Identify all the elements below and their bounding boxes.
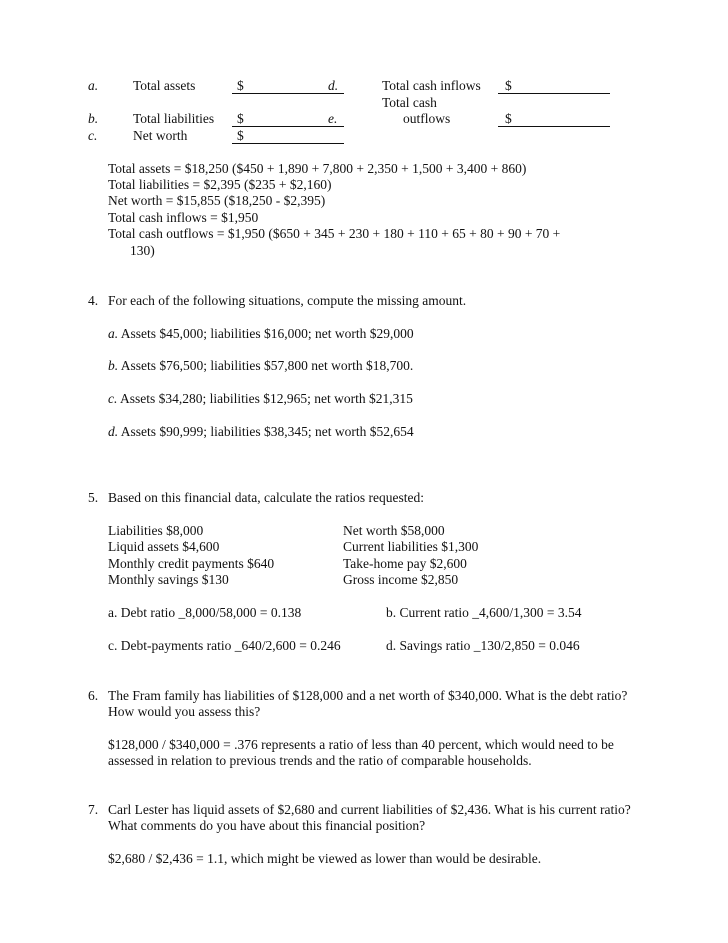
total-cash-outflows-dollar: $ — [505, 111, 512, 126]
total-cash-inflows-dollar: $ — [505, 78, 512, 93]
answer-text: $2,680 / $2,436 = 1.1, which might be viewed as lower than would be desirable. — [108, 851, 542, 866]
answer-line: Net worth = $15,855 ($18,250 - $2,395) — [108, 193, 326, 208]
data-right-item: Current liabilities $1,300 — [343, 539, 479, 554]
total-liabilities-label: Total liabilities — [133, 111, 215, 126]
debt-payments-ratio-answer: c. Debt-payments ratio _640/2,600 = 0.246 — [108, 638, 341, 653]
total-cash-outflows-blank[interactable] — [498, 126, 610, 127]
total-cash-inflows-label: Total cash inflows — [382, 78, 481, 93]
total-cash-inflows-blank[interactable] — [498, 93, 610, 94]
list-item: a. Assets $45,000; liabilities $16,000; net worth $29,000 — [108, 326, 414, 341]
answer-text: $128,000 / $340,000 = .376 represents a ratio of less than 40 percent, which would need to be — [108, 737, 614, 752]
answer-line: Total assets = $18,250 ($450 + 1,890 + 7,800 + 2,350 + 1,500 + 3,400 + 860) — [108, 161, 527, 176]
current-ratio-answer: b. Current ratio _4,600/1,300 = 3.54 — [386, 605, 582, 620]
list-item: b. Assets $76,500; liabilities $57,800 net worth $18,700. — [108, 358, 414, 373]
answer-line: Total liabilities = $2,395 ($235 + $2,160) — [108, 177, 332, 192]
data-right-item: Take-home pay $2,600 — [343, 556, 467, 571]
total-cash-outflows-label-line1: Total cash — [382, 95, 437, 110]
question-text: How would you assess this? — [108, 704, 261, 719]
data-left-item: Liabilities $8,000 — [108, 523, 204, 538]
question-text: What comments do you have about this financial position? — [108, 818, 426, 833]
list-item: c. Assets $34,280; liabilities $12,965; net worth $21,315 — [108, 391, 413, 406]
data-left-item: Monthly credit payments $640 — [108, 556, 275, 571]
debt-ratio-answer: a. Debt ratio _8,000/58,000 = 0.138 — [108, 605, 302, 620]
question-text: For each of the following situations, compute the missing amount. — [108, 293, 467, 308]
savings-ratio-answer: d. Savings ratio _130/2,850 = 0.046 — [386, 638, 580, 653]
item-d-letter: d. — [328, 78, 339, 93]
data-right-item: Gross income $2,850 — [343, 572, 459, 587]
item-e-letter: e. — [328, 111, 338, 126]
data-left-item: Monthly savings $130 — [108, 572, 229, 587]
total-liabilities-dollar: $ — [237, 111, 244, 126]
data-left-item: Liquid assets $4,600 — [108, 539, 220, 554]
question-number: 4. — [88, 293, 99, 308]
question-text: Carl Lester has liquid assets of $2,680 and current liabilities of $2,436. What is his current ratio? — [108, 802, 631, 817]
item-a-letter: a. — [88, 78, 99, 93]
item-c-letter: c. — [88, 128, 98, 143]
question-text: Based on this financial data, calculate the ratios requested: — [108, 490, 425, 505]
list-item: d. Assets $90,999; liabilities $38,345; net worth $52,654 — [108, 424, 414, 439]
net-worth-blank[interactable] — [232, 143, 344, 144]
answer-line: Total cash inflows = $1,950 — [108, 210, 259, 225]
total-assets-dollar: $ — [237, 78, 244, 93]
question-number: 6. — [88, 688, 99, 703]
question-text: The Fram family has liabilities of $128,000 and a net worth of $340,000. What is the debt ratio? — [108, 688, 628, 703]
net-worth-dollar: $ — [237, 128, 244, 143]
answer-line: Total cash outflows = $1,950 ($650 + 345 + 230 + 180 + 110 + 65 + 80 + 90 + 70 + — [108, 226, 561, 241]
data-right-item: Net worth $58,000 — [343, 523, 445, 538]
total-cash-outflows-label-line2: outflows — [403, 111, 451, 126]
net-worth-label: Net worth — [133, 128, 188, 143]
question-number: 7. — [88, 802, 99, 817]
question-number: 5. — [88, 490, 99, 505]
total-assets-label: Total assets — [133, 78, 196, 93]
item-b-letter: b. — [88, 111, 99, 126]
answer-text: assessed in relation to previous trends and the ratio of comparable households. — [108, 753, 532, 768]
answer-line: 130) — [130, 243, 155, 258]
